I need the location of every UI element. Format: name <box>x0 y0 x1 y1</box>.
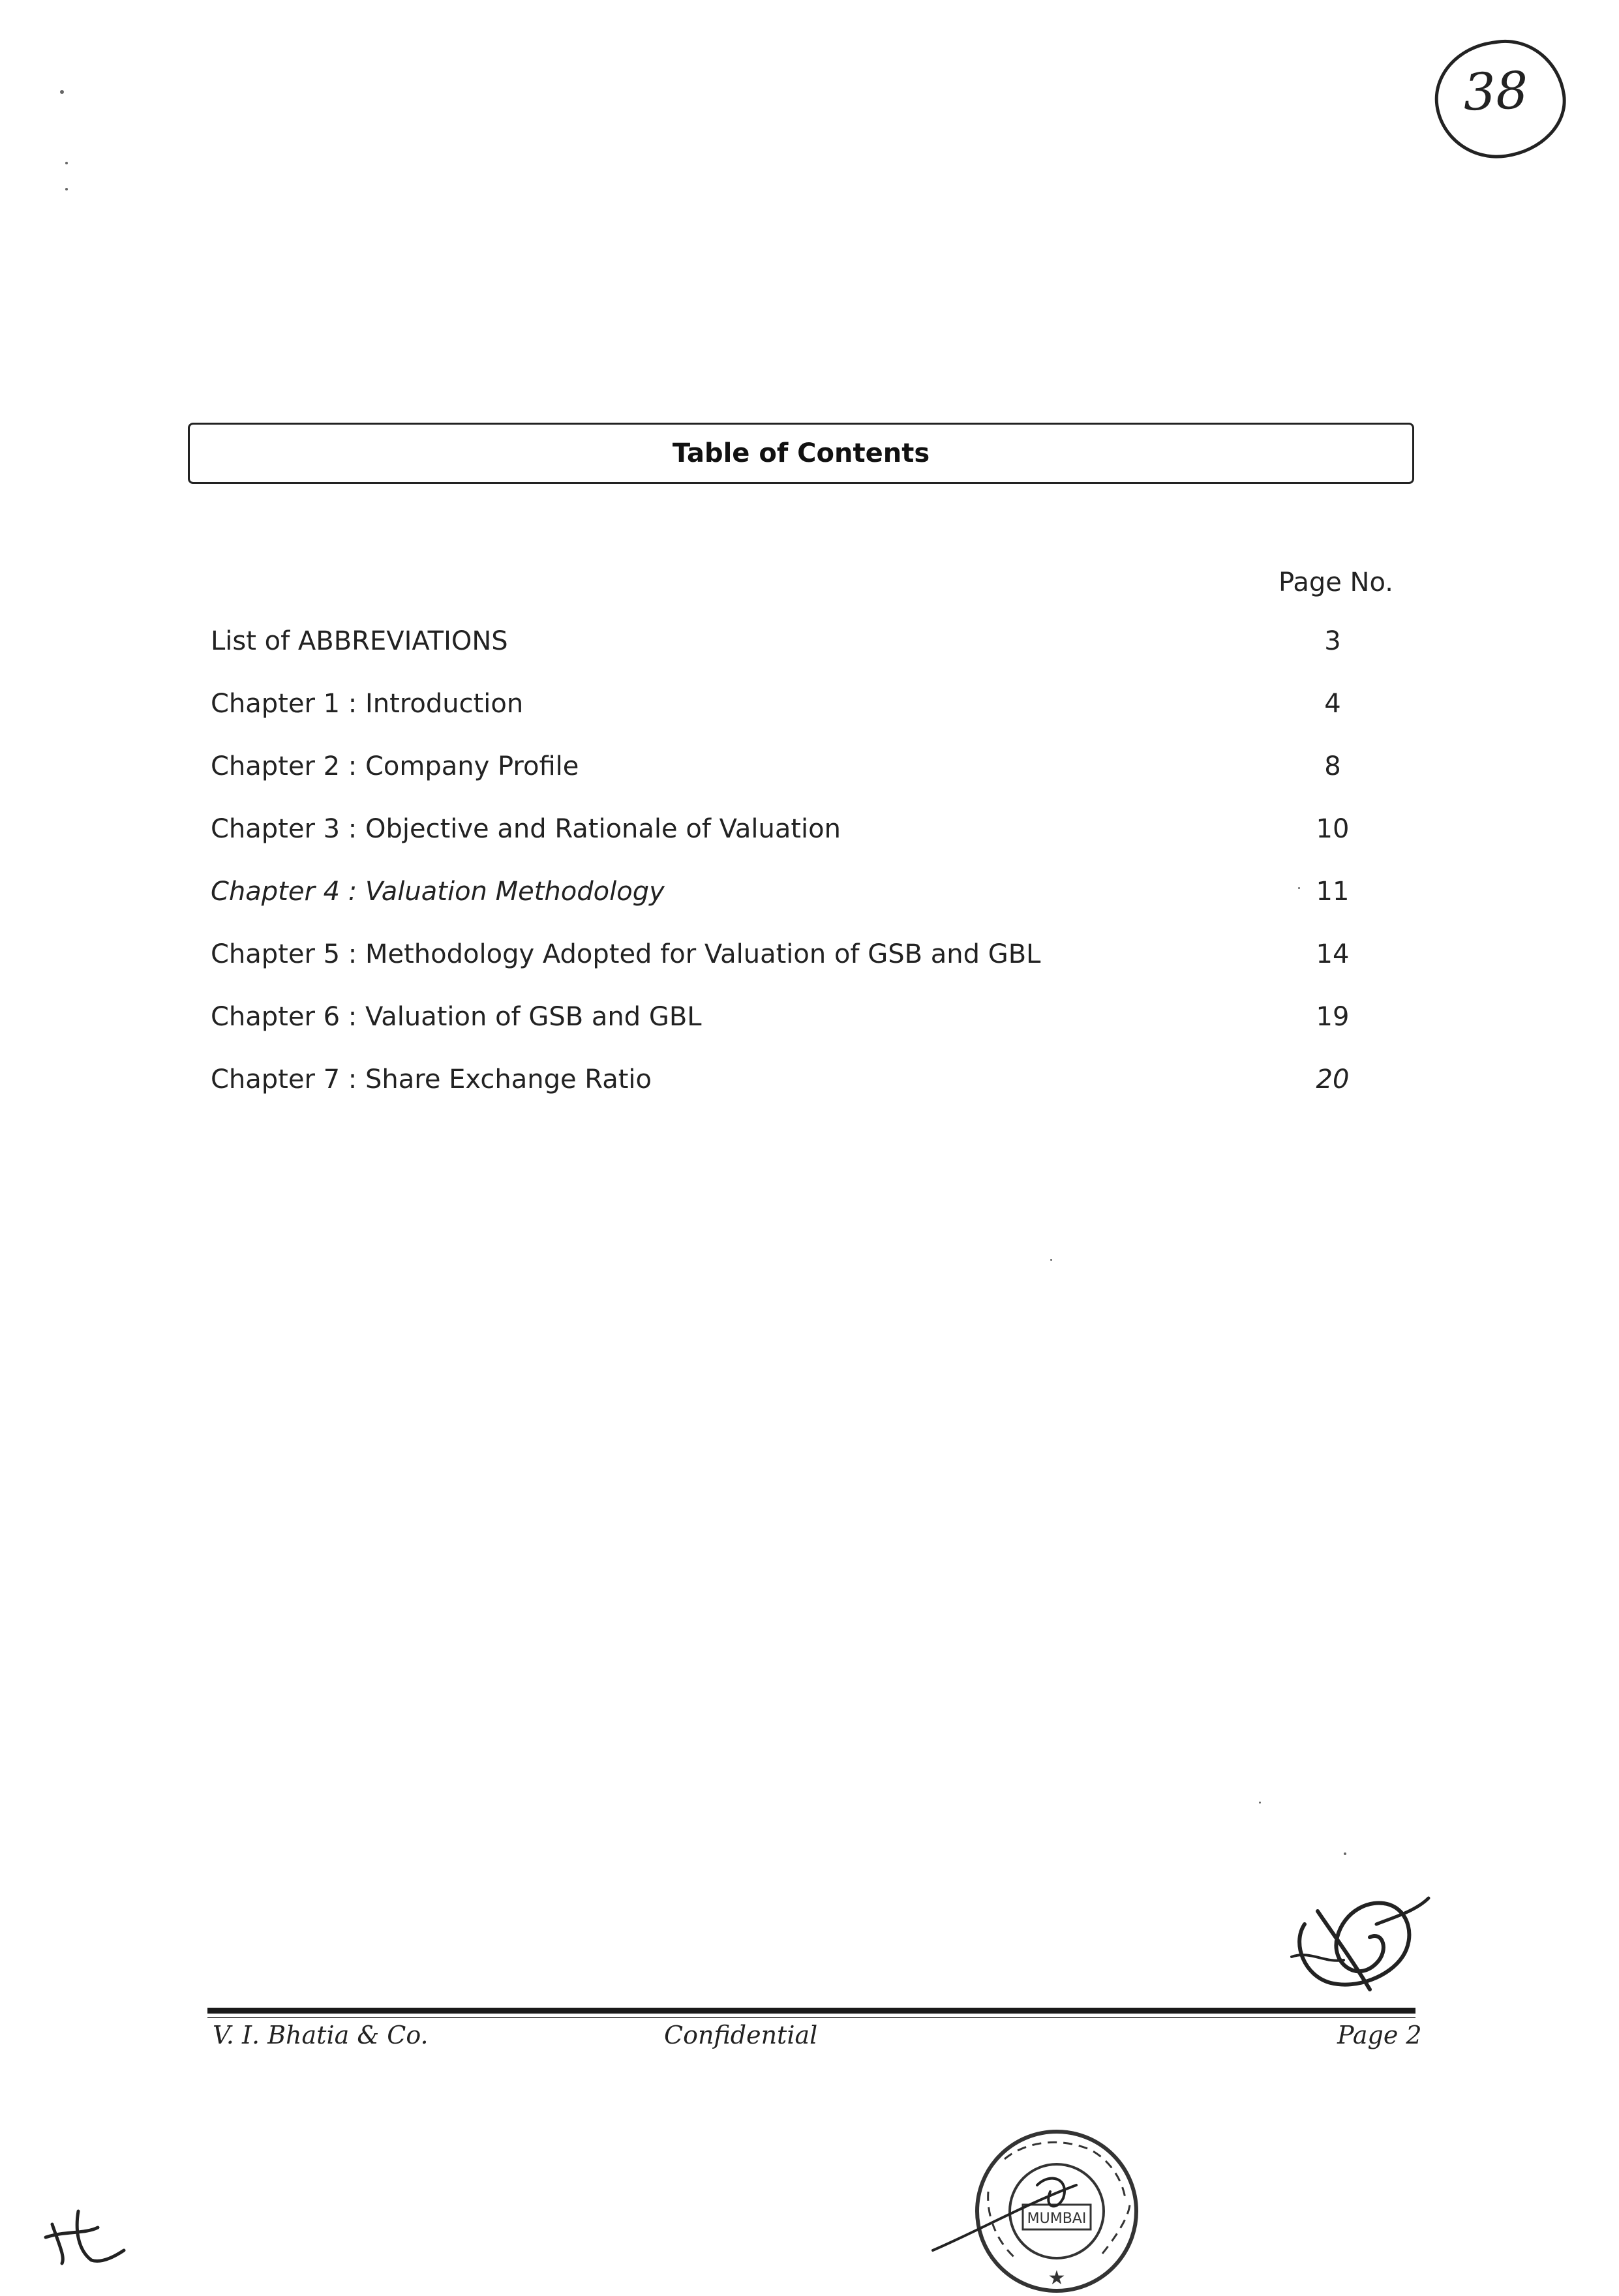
scan-speck <box>60 90 64 94</box>
toc-entry-page: 10 <box>1316 814 1350 844</box>
initials-mark <box>39 2198 130 2270</box>
scan-speck <box>65 162 68 164</box>
toc-entry-label: Chapter 6 : Valuation of GSB and GBL <box>211 1002 702 1032</box>
scan-speck <box>1344 1852 1346 1855</box>
toc-entry-label: List of ABBREVIATIONS <box>211 626 508 656</box>
toc-entry-page: 3 <box>1324 626 1341 656</box>
toc-entry <box>211 814 1372 877</box>
scan-speck <box>1259 1802 1261 1804</box>
toc-title: Table of Contents <box>672 438 930 468</box>
toc-entry-label: Chapter 2 : Company Profile <box>211 751 579 781</box>
toc-entry-page: 8 <box>1324 751 1341 781</box>
company-seal <box>926 2113 1148 2296</box>
toc-entry <box>211 1065 1372 1127</box>
signature-mark <box>1279 1885 1435 2002</box>
toc-entry-page: 11 <box>1316 877 1350 907</box>
scan-speck <box>1050 1259 1052 1261</box>
toc-entry <box>211 939 1372 1002</box>
scan-speck <box>65 188 68 190</box>
toc-entry-label: Chapter 4 : Valuation Methodology <box>211 877 665 907</box>
toc-entry-page: 14 <box>1316 939 1350 969</box>
toc-entry <box>211 1002 1372 1065</box>
scan-speck <box>1298 887 1300 889</box>
toc-entry-label: Chapter 5 : Methodology Adopted for Valuation of GSB and GBL <box>211 939 1041 969</box>
footer-rule <box>207 2008 1415 2014</box>
page-marker-number: 38 <box>1462 61 1530 123</box>
svg-text:MUMBAI: MUMBAI <box>1027 2211 1087 2227</box>
footer-confidential: Confidential <box>664 2021 818 2049</box>
toc-entry-label: Chapter 7 : Share Exchange Ratio <box>211 1065 652 1095</box>
footer-firm-name: V. I. Bhatia & Co. <box>213 2021 429 2049</box>
toc-list <box>211 626 1372 1127</box>
toc-entry-page: 4 <box>1324 689 1341 719</box>
toc-entry <box>211 877 1372 939</box>
footer-rule-thin <box>207 2017 1415 2018</box>
toc-entry-page: 19 <box>1316 1002 1350 1032</box>
toc-entry-label: Chapter 3 : Objective and Rationale of Valuation <box>211 814 841 844</box>
footer-page-number: Page 2 <box>1337 2021 1422 2049</box>
handwritten-page-marker <box>1427 32 1573 166</box>
toc-entry-page: 20 <box>1316 1065 1350 1095</box>
toc-entry <box>211 751 1372 814</box>
toc-entry <box>211 689 1372 751</box>
toc-title-box <box>188 423 1414 484</box>
toc-entry-label: Chapter 1 : Introduction <box>211 689 524 719</box>
toc-entry <box>211 626 1372 689</box>
svg-text:★: ★ <box>1048 2267 1066 2289</box>
page-no-header: Page No. <box>1279 567 1393 597</box>
